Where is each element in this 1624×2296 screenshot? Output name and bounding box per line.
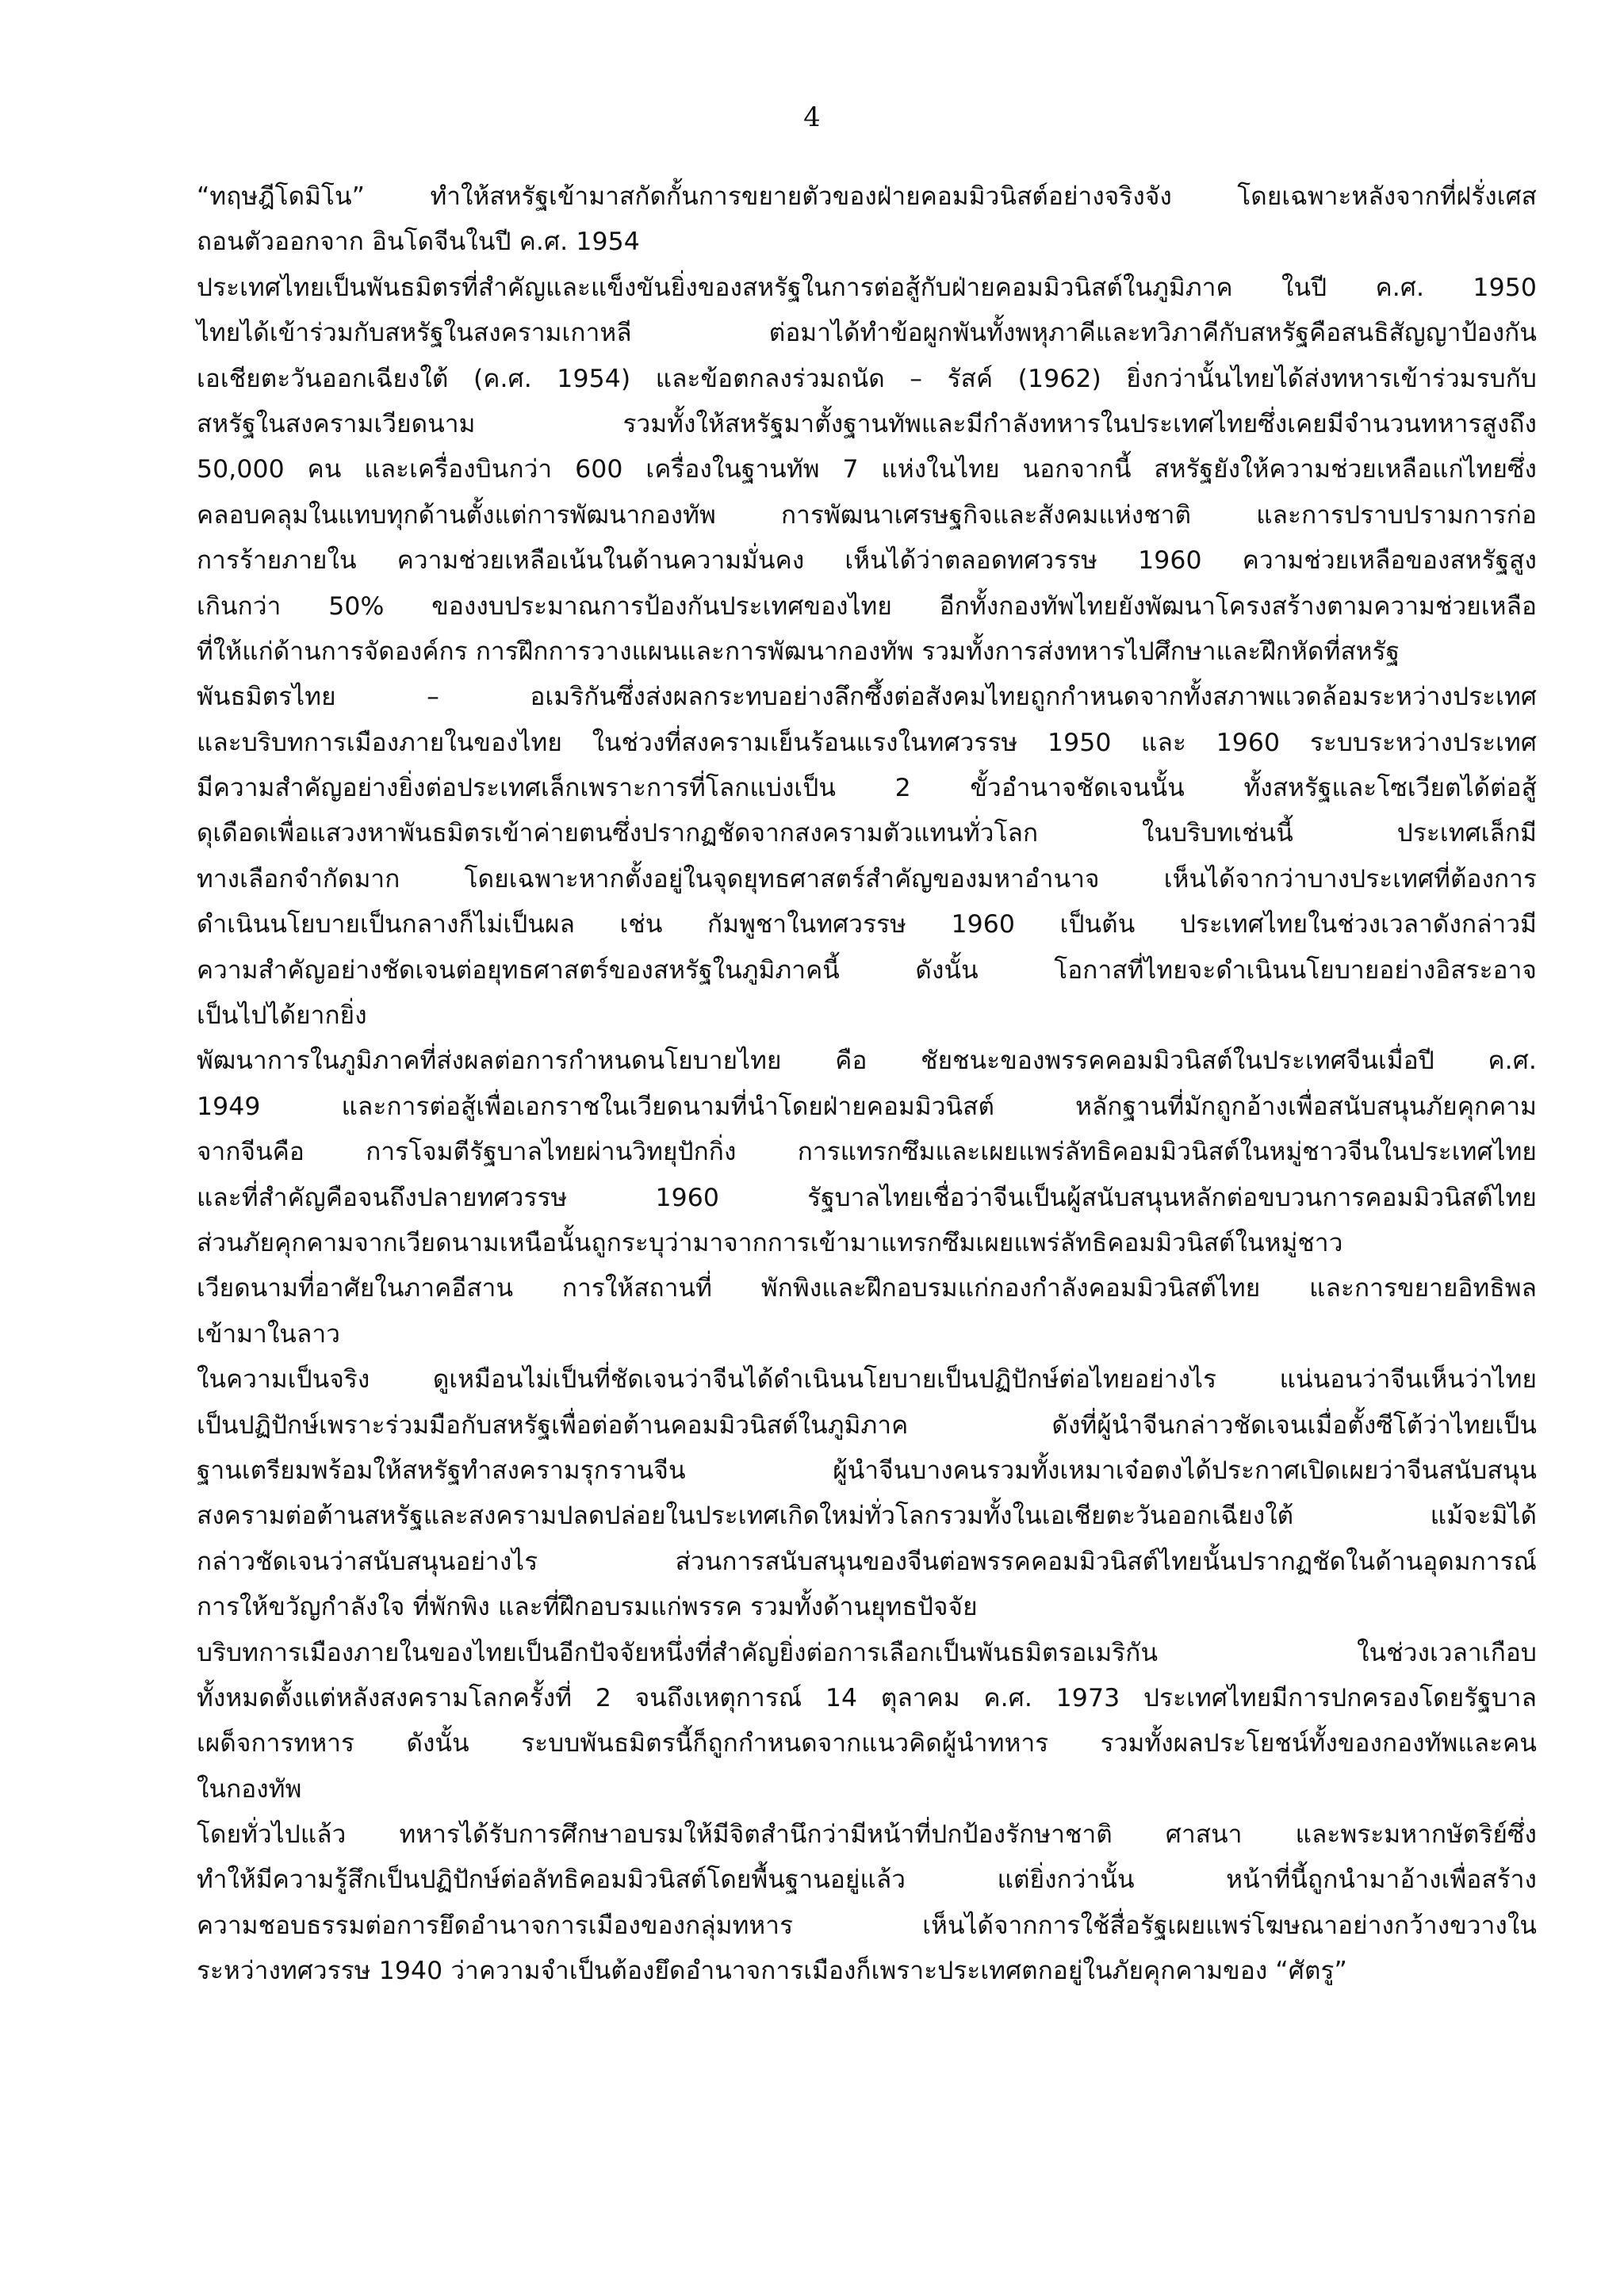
text-line: สหรัฐในสงครามเวียดนาม รวมทั้งให้สหรัฐมาตั้งฐานทัพและมีกำลังทหารในประเทศไทยซึ่งเคยมีจำนวนทหารสูงถึง [197,409,1537,438]
text-line: พัฒนาการในภูมิภาคที่ส่งผลต่อการกำหนดนโยบายไทย คือ ชัยชนะของพรรคคอมมิวนิสต์ในประเทศจีนเมื่อปี ค.ศ. [197,1047,1537,1076]
text-line: 50,000 คน และเครื่องบินกว่า 600 เครื่องในฐานทัพ 7 แห่งในไทย นอกจากนี้ สหรัฐยังให้ความช่วยเหลือแก่ไทยซึ่ง [197,455,1537,484]
text-line: ความสำคัญอย่างชัดเจนต่อยุทธศาสตร์ของสหรัฐในภูมิภาคนี้ ดังนั้น โอกาสที่ไทยจะดำเนินนโยบายอย่างอิสระอาจ [197,955,1537,985]
text-line: พันธมิตรไทย – อเมริกันซึ่งส่งผลกระทบอย่างลึกซึ้งต่อสังคมไทยถูกกำหนดจากทั้งสภาพแวดล้อมระหว่างประเทศ [197,683,1537,712]
body-text [197,174,1537,1995]
text-line: กล่าวชัดเจนว่าสนับสนุนอย่างไร ส่วนการสนับสนุนของจีนต่อพรรคคอมมิวนิสต์ไทยนั้นปรากฏชัดในด้านอุดมการณ์ [197,1547,1537,1576]
page-number: 4 [803,101,821,133]
text-line: ส่วนภัยคุกคามจากเวียดนามเหนือนั้นถูกระบุว่ามาจากการเข้ามาแทรกซึมเผยแพร่ลัทธิคอมมิวนิสต์ในหมู่ชาว [197,1228,1343,1257]
text-line: ความชอบธรรมต่อการยึดอำนาจการเมืองของกลุ่มทหาร เห็นได้จากการใช้สื่อรัฐเผยแพร่โฆษณาอย่างกว้างขวางใน [197,1911,1537,1940]
text-line: และที่สำคัญคือจนถึงปลายทศวรรษ 1960 รัฐบาลไทยเชื่อว่าจีนเป็นผู้สนับสนุนหลักต่อขบวนการคอมมิวนิสต์ไทย [197,1183,1537,1212]
text-line: เข้ามาในลาว [197,1319,341,1349]
text-line: 1949 และการต่อสู้เพื่อเอกราชในเวียดนามที่นำโดยฝ่ายคอมมิวนิสต์ หลักฐานที่มักถูกอ้างเพื่อสนับสนุนภัยคุกคาม [197,1092,1537,1121]
text-line: ถอนตัวออกจาก อินโดจีนในปี ค.ศ. 1954 [197,228,640,257]
text-line: “ทฤษฎีโดมิโน” ทำให้สหรัฐเข้ามาสกัดกั้นการขยายตัวของฝ่ายคอมมิวนิสต์อย่างจริงจัง โดยเฉพาะหลังจากที่ฝรั่งเศส [197,182,1537,211]
text-line: โดยทั่วไปแล้ว ทหารได้รับการศึกษาอบรมให้มีจิตสำนึกว่ามีหน้าที่ปกป้องรักษาชาติ ศาสนา และพระมหากษัตริย์ซึ่ง [197,1820,1537,1850]
text-line: ที่ให้แก่ด้านการจัดองค์กร การฝึกการวางแผนและการพัฒนากองทัพ รวมทั้งการส่งทหารไปศึกษาและฝึกหัดที่สหรัฐ [197,637,1400,666]
text-line: จากจีนคือ การโจมตีรัฐบาลไทยผ่านวิทยุปักกิ่ง การแทรกซึมและเผยแพร่ลัทธิคอมมิวนิสต์ในหมู่ชาวจีนในประเทศไทย [197,1138,1537,1167]
text-line: ฐานเตรียมพร้อมให้สหรัฐทำสงครามรุกรานจีน ผู้นำจีนบางคนรวมทั้งเหมาเจ๋อตงได้ประกาศเปิดเผยว่าจีนสนับสนุน [197,1456,1537,1485]
text-line: ทำให้มีความรู้สึกเป็นปฏิปักษ์ต่อลัทธิคอมมิวนิสต์โดยพื้นฐานอยู่แล้ว แต่ยิ่งกว่านั้น หน้าที่นี้ถูกนำมาอ้างเพื่อสร้าง [197,1866,1537,1895]
text-line: ไทยได้เข้าร่วมกับสหรัฐในสงครามเกาหลี ต่อมาได้ทำข้อผูกพันทั้งพหุภาคีและทวิภาคีกับสหรัฐคือสนธิสัญญาป้องกัน [197,319,1537,348]
text-line: ในกองทัพ [197,1774,302,1804]
text-line: การให้ขวัญกำลังใจ ที่พักพิง และที่ฝึกอบรมแก่พรรค รวมทั้งด้านยุทธปัจจัย [197,1593,978,1622]
text-line: สงครามต่อต้านสหรัฐและสงครามปลดปล่อยในประเทศเกิดใหม่ทั่วโลกรวมทั้งในเอเชียตะวันออกเฉียงใต้ แม้จะมิได้ [197,1502,1537,1531]
text-line: ระหว่างทศวรรษ 1940 ว่าความจำเป็นต้องยึดอำนาจการเมืองก็เพราะประเทศตกอยู่ในภัยคุกคามของ “ศัตรู” [197,1957,1347,1986]
text-line: ดุเดือดเพื่อแสวงหาพันธมิตรเข้าค่ายตนซึ่งปรากฏชัดจากสงครามตัวแทนทั่วโลก ในบริบทเช่นนี้ ประเทศเล็กมี [197,819,1537,848]
text-line: ทางเลือกจำกัดมาก โดยเฉพาะหากตั้งอยู่ในจุดยุทธศาสตร์สำคัญของมหาอำนาจ เห็นได้จากว่าบางประเทศที่ต้องการ [197,864,1537,894]
text-line: การร้ายภายใน ความช่วยเหลือเน้นในด้านความมั่นคง เห็นได้ว่าตลอดทศวรรษ 1960 ความช่วยเหลือของสหรัฐสูง [197,546,1537,576]
text-line: ทั้งหมดตั้งแต่หลังสงครามโลกครั้งที่ 2 จนถึงเหตุการณ์ 14 ตุลาคม ค.ศ. 1973 ประเทศไทยมีการปกครองโดยรัฐบาล [197,1683,1537,1712]
text-line: เวียดนามที่อาศัยในภาคอีสาน การให้สถานที่ พักพิงและฝึกอบรมแก่กองกำลังคอมมิวนิสต์ไทย และการขยายอิทธิพล [197,1274,1537,1303]
text-line: และบริบทการเมืองภายในของไทย ในช่วงที่สงครามเย็นร้อนแรงในทศวรรษ 1950 และ 1960 ระบบระหว่างประเทศ [197,728,1537,757]
text-line: ดำเนินนโยบายเป็นกลางก็ไม่เป็นผล เช่น กัมพูชาในทศวรรษ 1960 เป็นต้น ประเทศไทยในช่วงเวลาดังกล่าวมี [197,910,1537,939]
text-line: เป็นปฏิปักษ์เพราะร่วมมือกับสหรัฐเพื่อต่อต้านคอมมิวนิสต์ในภูมิภาค ดังที่ผู้นำจีนกล่าวชัดเจนเมื่อตั้งซีโต้ว่าไทยเป็น [197,1410,1537,1440]
text-line: เกินกว่า 50% ของงบประมาณการป้องกันประเทศของไทย อีกทั้งกองทัพไทยยังพัฒนาโครงสร้างตามความช่วยเหลือ [197,591,1537,621]
text-line: คลอบคลุมในแทบทุกด้านตั้งแต่การพัฒนากองทัพ การพัฒนาเศรษฐกิจและสังคมแห่งชาติ และการปราบปรามการก่อ [197,500,1537,530]
text-line: มีความสำคัญอย่างยิ่งต่อประเทศเล็กเพราะการที่โลกแบ่งเป็น 2 ขั้วอำนาจชัดเจนนั้น ทั้งสหรัฐและโซเวียตได้ต่อสู้ [197,774,1537,803]
text-line: ประเทศไทยเป็นพันธมิตรที่สำคัญและแข็งขันยิ่งของสหรัฐในการต่อสู้กับฝ่ายคอมมิวนิสต์ในภูมิภาค ในปี ค.ศ. 1950 [197,273,1537,302]
text-line: เผด็จการทหาร ดังนั้น ระบบพันธมิตรนี้ก็ถูกกำหนดจากแนวคิดผู้นำทหาร รวมทั้งผลประโยชน์ทั้งของกองทัพและคน [197,1729,1537,1758]
text-line: เป็นไปได้ยากยิ่ง [197,1001,367,1031]
text-line: เอเชียตะวันออกเฉียงใต้ (ค.ศ. 1954) และข้อตกลงร่วมถนัด – รัสค์ (1962) ยิ่งกว่านั้นไทยได้ส่งทหารเข้าร่วมรบกับ [197,364,1537,393]
text-line: บริบทการเมืองภายในของไทยเป็นอีกปัจจัยหนึ่งที่สำคัญยิ่งต่อการเลือกเป็นพันธมิตรอเมริกัน ในช่วงเวลาเกือบ [197,1638,1537,1667]
text-line: ในความเป็นจริง ดูเหมือนไม่เป็นที่ชัดเจนว่าจีนได้ดำเนินนโยบายเป็นปฏิปักษ์ต่อไทยอย่างไร แน่นอนว่าจีนเห็นว่าไทย [197,1365,1537,1395]
